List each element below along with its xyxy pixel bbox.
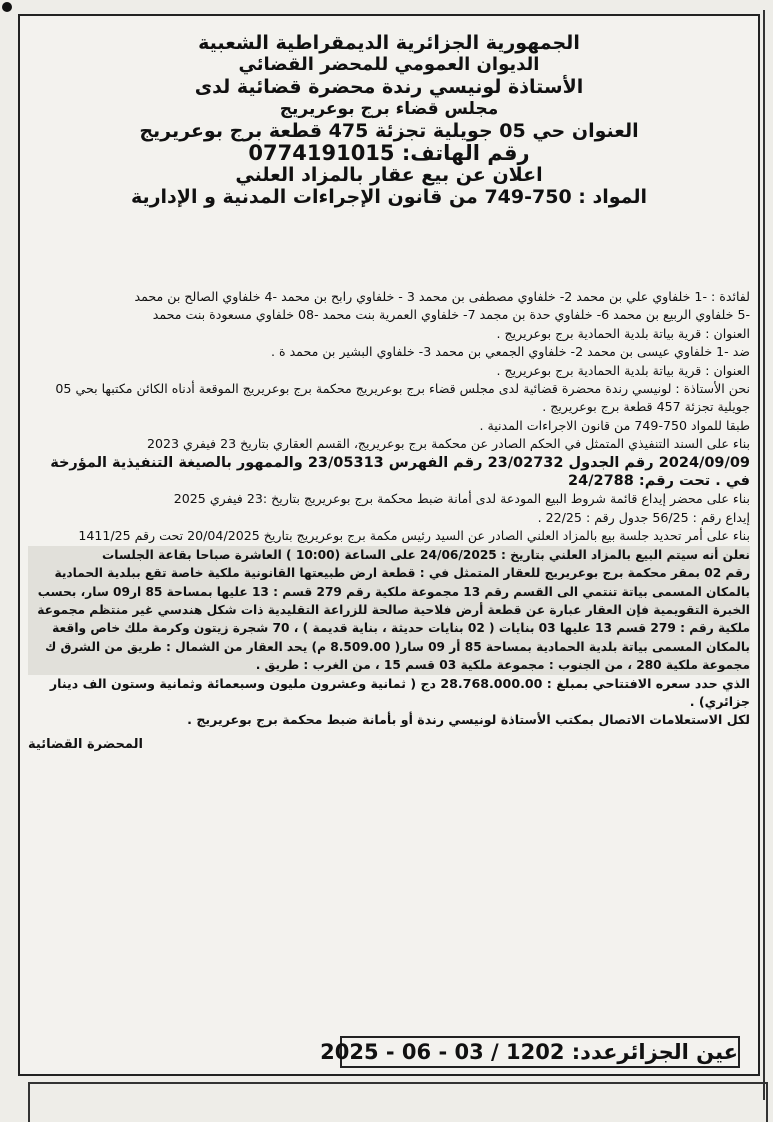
corner-mark <box>2 2 12 12</box>
bailiff-statement: نحن الأستاذة : لونيسي رندة محضرة قضائية لدى مجلس قضاء برج بوعريريج محكمة برج بوعريريج الموقعة أدناه الكائن مكتبها بحي 05 جويلية تجزئة 457 قطعة برج بوعريريج . <box>55 381 750 415</box>
beneficiaries-cont: -5 خلفاوي الربيع بن محمد 6- خلفاوي حدة بن مجمد 7- خلفاوي العمرية بنت محمد -08 خلفاوي مسعودة بنت محمد <box>152 307 750 323</box>
deposit-number: إيداع رقم : 56/25 جدول رقم : 22/25 . <box>537 509 750 525</box>
column-divider <box>763 10 765 1100</box>
signature: المحضرة القضائية <box>28 736 143 752</box>
conditions-deposit: بناء على محضر إيداع قائمة شروط البيع المودعة لدى أمانة ضبط محكمة برج بوعريريج بتاريخ :23 فيفري 2025 <box>173 491 750 507</box>
auction-date: نعلن أنه سيتم البيع بالمزاد العلني بتاريخ : 24/06/2025 على الساعة (10:00 ) العاشرة صباحا بقاعة الجلسات <box>28 546 750 564</box>
header-phone: رقم الهاتف: 0774191015 <box>248 141 530 165</box>
next-notice-box <box>28 1082 768 1122</box>
beneficiaries-address: العنوان : قرية بياتة بلدية الحمادية برج بوعريريج . <box>496 325 750 341</box>
defendants-address: العنوان : قرية بياتة بلدية الحمادية برج بوعريريج . <box>496 362 750 378</box>
session-order: بناء على أمر تحديد جلسة بيع بالمزاد العلني الصادر عن السيد رئيس مكمة برج بوعريريج بتاريخ 20/04/2025 تحت رقم 1411/25 <box>78 528 750 544</box>
legal-notice-box <box>18 14 760 1076</box>
header-address: العنوان حي 05 جويلية تجزئة 475 قطعة برج بوعريريج <box>139 120 639 142</box>
opening-price: الذي حدد سعره الافتتاحي بمبلغ : 28.768.000.00 دج ( ثمانية وعشرون مليون وسبعمائة وثمانية وستون الف دينار جزائري) . <box>49 675 750 709</box>
header-republic: الجمهورية الجزائرية الديمقراطية الشعبية <box>198 32 580 54</box>
defendants: ضد -1 خلفاوي عيسى بن محمد 2- خلفاوي الجمعي بن محمد 3- خلفاوي البشير بن محمد ة . <box>270 344 750 360</box>
beneficiaries: لفائدة : -1 خلفاوي علي بن محمد 2- خلفاوي مصطفى بن محمد 3 - خلفاوي رابح بن محمد -4 خلفاوي الصالح بن محمد <box>134 289 750 304</box>
property-description: رقم 02 بمقر محكمة برج بوعريريج للعقار المتمثل في : قطعة ارض طبيعتها القانونية ملكية خاصة تقع ببلدية الحمادية بالمكان المسمى بياتة تنتمي الى القسم رقم 13 مجموعة ملكية رقم 279 قسم : 13 عليها بمساحة 85 ار09 سار، بحسب الخبرة التقويمية فإن العقار عبارة عن قطعة أرض فلاحية صالحة للزراعة التقليدية ذات شكل هندسي غير منتظم مجموعة ملكية رقم : 279 قسم 13 عليها 03 بنايات ( 02 بنايات حديثة ، بناية قديمة ) ، 70 شجرة زيتون وكرمة ملك خاص واقعة بالمكان المسمى بياتة بلدية الحمادية بمساحة 85 أر 09 سار( 8.509.00 م) يحد العقار من الشمال : طريق من الشرق ك مجموعة ملكية 280 ، من الجنوب : مجموعة ملكية 03 قسم 15 ، من الغرب : طريق . <box>28 564 750 674</box>
legal-basis: طبقا للمواد 750-749 من قانون الاجراءات المدنية . <box>479 417 750 433</box>
header-court: مجلس قضاء برج بوعريريج <box>279 99 499 119</box>
notice-title: اعلان عن بيع عقار بالمزاد العلني <box>235 164 543 186</box>
contact-info: لكل الاستعلامات الاتصال بمكتب الأستاذة لونيسي رندة أو بأمانة ضبط محكمة برج بوعريريج . <box>187 712 750 728</box>
notice-body <box>28 288 750 754</box>
header-office: الديوان العمومي للمحضر القضائي <box>238 54 540 75</box>
notice-header <box>20 16 758 208</box>
header-bailiff: الأستاذة لونيسي رندة محضرة قضائية لدى <box>194 76 584 98</box>
enforcement-title: بناء على السند التنفيذي المتمثل في الحكم الصادر عن محكمة برج بوعريريج، القسم العقاري بتاريخ 23 فيفري 2023 <box>146 436 750 452</box>
publication-reference: عين الجزائرعدد: 1202 / 03 - 06 - 2025 <box>340 1036 740 1068</box>
judgment-reference: 2024/09/09 رقم الجدول 23/02732 رقم الفهرس 23/05313 والممهور بالصيغة التنفيذية المؤرخة في . تحت رقم: 24/2788 <box>50 454 750 490</box>
notice-articles: المواد : 750-749 من قانون الإجراءات المدنية و الإدارية <box>130 186 648 208</box>
